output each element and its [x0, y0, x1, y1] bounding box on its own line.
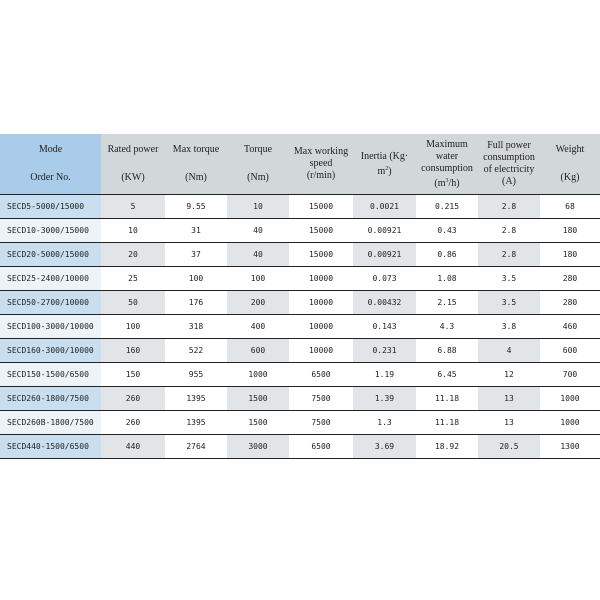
- cell-max-speed: 10000: [289, 291, 353, 315]
- header-elec-line1: Full power: [487, 140, 531, 151]
- cell-water: 6.45: [416, 363, 478, 387]
- cell-torque: 400: [227, 315, 289, 339]
- header-rated-power-unit: (KW): [121, 172, 145, 183]
- cell-inertia: 0.0021: [353, 195, 416, 219]
- header-water-line1: Maximum: [426, 138, 468, 150]
- cell-order-no: SECD150-1500/6500: [0, 363, 101, 387]
- table-row: [0, 243, 600, 267]
- cell-order-no: SECD5-5000/15000: [0, 195, 101, 219]
- cell-max-torque: 318: [165, 315, 227, 339]
- cell-max-torque: 9.55: [165, 195, 227, 219]
- cell-max-speed: 7500: [289, 411, 353, 435]
- table-row: [0, 291, 600, 315]
- cell-electricity: 3.5: [478, 267, 540, 291]
- cell-torque: 1500: [227, 387, 289, 411]
- cell-max-torque: 176: [165, 291, 227, 315]
- spec-table-container: [0, 134, 600, 459]
- header-water-line2: water: [435, 150, 459, 162]
- table-row: [0, 315, 600, 339]
- cell-electricity: 13: [478, 387, 540, 411]
- cell-rated-power: 440: [101, 435, 165, 459]
- header-inertia-m: m: [377, 165, 386, 177]
- spec-table-body: [0, 195, 600, 459]
- cell-water: 6.88: [416, 339, 478, 363]
- cell-water: 11.18: [416, 387, 478, 411]
- cell-max-speed: 15000: [289, 219, 353, 243]
- cell-max-torque: 100: [165, 267, 227, 291]
- cell-order-no: SECD260-1800/7500: [0, 387, 101, 411]
- header-inertia: [353, 134, 416, 195]
- table-row: [0, 363, 600, 387]
- header-elec-unit: (A): [502, 176, 516, 187]
- cell-weight: 68: [540, 195, 600, 219]
- cell-max-torque: 522: [165, 339, 227, 363]
- header-torque-unit: (Nm): [247, 172, 269, 183]
- cell-max-speed: 15000: [289, 195, 353, 219]
- header-water-unit-a: (m: [434, 177, 446, 189]
- cell-torque: 40: [227, 219, 289, 243]
- spec-table: [0, 134, 600, 459]
- table-row: [0, 195, 600, 219]
- cell-weight: 280: [540, 291, 600, 315]
- cell-rated-power: 25: [101, 267, 165, 291]
- header-inertia-line2: [353, 163, 416, 178]
- cell-inertia: 0.00432: [353, 291, 416, 315]
- header-elec-line3: of electricity: [483, 164, 535, 175]
- cell-order-no: SECD50-2700/10000: [0, 291, 101, 315]
- cell-inertia: 1.19: [353, 363, 416, 387]
- cell-order-no: SECD160-3000/10000: [0, 339, 101, 363]
- cell-max-torque: 2764: [165, 435, 227, 459]
- cell-torque: 1500: [227, 411, 289, 435]
- cell-order-no: SECD25-2400/10000: [0, 267, 101, 291]
- header-max-speed: [289, 134, 353, 195]
- header-inertia-close: ): [388, 165, 392, 177]
- cell-torque: 40: [227, 243, 289, 267]
- cell-weight: 180: [540, 219, 600, 243]
- cell-electricity: 2.8: [478, 195, 540, 219]
- cell-inertia: 0.073: [353, 267, 416, 291]
- header-inertia-line1: Inertia (Kg·: [360, 150, 409, 162]
- table-row: [0, 339, 600, 363]
- cell-water: 11.18: [416, 411, 478, 435]
- cell-weight: 180: [540, 243, 600, 267]
- cell-order-no: SECD10-3000/15000: [0, 219, 101, 243]
- header-order-no: Order No.: [30, 172, 71, 183]
- cell-inertia: 3.69: [353, 435, 416, 459]
- cell-electricity: 12: [478, 363, 540, 387]
- cell-max-torque: 955: [165, 363, 227, 387]
- cell-electricity: 4: [478, 339, 540, 363]
- cell-water: 0.86: [416, 243, 478, 267]
- cell-order-no: SECD20-5000/15000: [0, 243, 101, 267]
- header-mode: Mode: [38, 144, 63, 155]
- cell-weight: 1300: [540, 435, 600, 459]
- header-water-line3: consumption: [421, 162, 473, 174]
- cell-inertia: 1.3: [353, 411, 416, 435]
- cell-weight: 280: [540, 267, 600, 291]
- cell-rated-power: 150: [101, 363, 165, 387]
- cell-inertia: 0.231: [353, 339, 416, 363]
- cell-water: 0.215: [416, 195, 478, 219]
- cell-torque: 1000: [227, 363, 289, 387]
- cell-inertia: 0.143: [353, 315, 416, 339]
- cell-weight: 1000: [540, 387, 600, 411]
- cell-rated-power: 100: [101, 315, 165, 339]
- cell-water: 2.15: [416, 291, 478, 315]
- cell-electricity: 3.8: [478, 315, 540, 339]
- cell-electricity: 3.5: [478, 291, 540, 315]
- cell-max-speed: 6500: [289, 435, 353, 459]
- cell-weight: 460: [540, 315, 600, 339]
- cell-weight: 600: [540, 339, 600, 363]
- cell-rated-power: 50: [101, 291, 165, 315]
- header-torque-label: Torque: [243, 144, 273, 155]
- header-water-unit: [416, 175, 478, 190]
- header-water-unit-sup: 3: [445, 177, 449, 184]
- cell-rated-power: 10: [101, 219, 165, 243]
- cell-order-no: SECD440-1500/6500: [0, 435, 101, 459]
- cell-rated-power: 260: [101, 387, 165, 411]
- header-max-torque-unit: (Nm): [185, 172, 207, 183]
- cell-max-speed: 15000: [289, 243, 353, 267]
- header-max-speed-line2: speed: [309, 158, 333, 169]
- cell-torque: 600: [227, 339, 289, 363]
- cell-rated-power: 5: [101, 195, 165, 219]
- header-rated-power-label: Rated power: [107, 144, 159, 155]
- cell-electricity: 20.5: [478, 435, 540, 459]
- header-water: [416, 134, 478, 195]
- header-rated-power: [101, 134, 165, 195]
- cell-inertia: 1.39: [353, 387, 416, 411]
- cell-water: 4.3: [416, 315, 478, 339]
- cell-torque: 3000: [227, 435, 289, 459]
- cell-torque: 100: [227, 267, 289, 291]
- cell-rated-power: 20: [101, 243, 165, 267]
- header-max-speed-line1: Max working: [293, 146, 349, 157]
- header-inertia-sup: 2: [385, 165, 389, 172]
- table-row: [0, 267, 600, 291]
- cell-rated-power: 260: [101, 411, 165, 435]
- cell-max-speed: 10000: [289, 267, 353, 291]
- table-row: [0, 219, 600, 243]
- cell-rated-power: 160: [101, 339, 165, 363]
- table-row: [0, 387, 600, 411]
- cell-torque: 10: [227, 195, 289, 219]
- cell-order-no: SECD260B-1800/7500: [0, 411, 101, 435]
- cell-max-torque: 1395: [165, 411, 227, 435]
- cell-water: 1.08: [416, 267, 478, 291]
- table-row: [0, 435, 600, 459]
- cell-max-torque: 31: [165, 219, 227, 243]
- header-electricity: [478, 134, 540, 195]
- cell-weight: 700: [540, 363, 600, 387]
- cell-weight: 1000: [540, 411, 600, 435]
- table-row: [0, 411, 600, 435]
- cell-max-torque: 37: [165, 243, 227, 267]
- header-max-speed-unit: (r/min): [306, 170, 336, 181]
- header-weight-label: Weight: [555, 144, 585, 155]
- header-max-torque: [165, 134, 227, 195]
- header-weight-unit: (Kg): [560, 172, 580, 183]
- cell-max-speed: 6500: [289, 363, 353, 387]
- header-mode-order: [0, 134, 101, 195]
- cell-inertia: 0.00921: [353, 219, 416, 243]
- header-weight: [540, 134, 600, 195]
- cell-torque: 200: [227, 291, 289, 315]
- cell-water: 18.92: [416, 435, 478, 459]
- cell-water: 0.43: [416, 219, 478, 243]
- header-row: [0, 134, 600, 195]
- cell-max-speed: 7500: [289, 387, 353, 411]
- header-water-unit-b: /h): [448, 177, 460, 189]
- cell-max-torque: 1395: [165, 387, 227, 411]
- header-max-torque-label: Max torque: [172, 144, 220, 155]
- cell-electricity: 2.8: [478, 219, 540, 243]
- cell-electricity: 2.8: [478, 243, 540, 267]
- cell-order-no: SECD100-3000/10000: [0, 315, 101, 339]
- cell-inertia: 0.00921: [353, 243, 416, 267]
- cell-max-speed: 10000: [289, 339, 353, 363]
- cell-electricity: 13: [478, 411, 540, 435]
- cell-max-speed: 10000: [289, 315, 353, 339]
- header-torque: [227, 134, 289, 195]
- header-elec-line2: consumption: [483, 152, 535, 163]
